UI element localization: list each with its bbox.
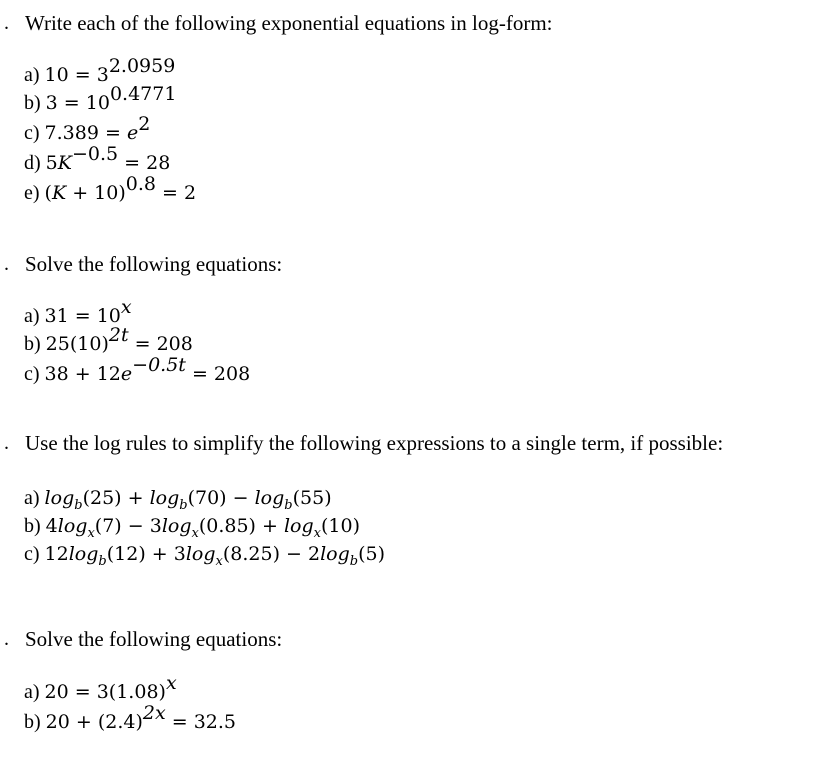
equation-variable: K [51,182,67,204]
item-label: c) [24,363,40,385]
equation-1c [24,113,151,145]
equation-4a [24,672,177,704]
equation-base: 10 = 3 [44,64,109,86]
equation-exponent: 2t [108,324,129,346]
section-4-heading: Solve the following equations: [25,627,283,651]
equation-base: 20 + (2.4) [45,711,143,733]
equation-exponent: 2 [138,113,151,135]
equation-1d [24,143,171,175]
equation-2c [24,354,251,386]
equation-base: 38 + 12 [44,363,121,385]
equation-variable: e [126,122,139,144]
item-label: a) [24,305,40,327]
item-label: b) [24,515,41,537]
section-1-bullet: . [4,12,9,34]
equation-base: ( [44,182,52,204]
equation-base: 31 = 10 [44,305,121,327]
item-label: a) [24,487,40,509]
equation-exponent: 0.4771 [109,83,177,105]
equation-base: 5 [45,152,58,174]
item-label: b) [24,711,41,733]
section-3-bullet: . [4,432,9,454]
section-2-heading: Solve the following equations: [25,252,283,276]
equation-rest: = 32.5 [165,711,237,733]
section-1-heading: Write each of the following exponential equations in log-form: [25,11,553,35]
equation-base: 3 = 10 [45,92,110,114]
equation-2b [24,324,193,356]
equation-rest: = 208 [185,363,251,385]
log-expression: $\log_b(25) + \log_b(70) - \log_b(55)$ [44,487,332,513]
equation-variable: K [57,152,72,174]
equation-rest: = 28 [118,152,171,174]
expression-3b [24,515,361,541]
log-expression: $4\log_x(7) - 3\log_x(0.85) + \log_x(10)$ [45,515,361,541]
equation-exponent: x [165,672,177,694]
item-label: b) [24,92,41,114]
item-label: a) [24,64,40,86]
equation-base: 7.389 = [44,122,127,144]
equation-base: 20 = 3(1.08) [44,681,166,703]
item-label: b) [24,333,41,355]
expression-3a [24,487,332,513]
item-label: c) [24,122,40,144]
item-label: c) [24,543,40,565]
equation-exponent: 0.8 [125,173,156,195]
expression-3c [24,543,386,569]
equation-1e [24,173,197,205]
section-4-bullet: . [4,628,9,650]
equation-exponent: 2.0959 [108,55,176,77]
equation-4b [24,702,237,734]
log-expression: $12\log_b(12) + 3\log_x(8.25) - 2\log_b(5)$ [44,543,386,569]
section-3-heading: Use the log rules to simplify the following expressions to a single term, if possible: [25,431,724,455]
section-2-bullet: . [4,253,9,275]
equation-exponent: 2x [142,702,166,724]
equation-variable: e [120,363,133,385]
item-label: a) [24,681,40,703]
equation-exponent: x [120,296,132,318]
equation-base: 25(10) [45,333,109,355]
equation-exponent: −0.5 [71,143,119,165]
equation-1b [24,83,177,115]
equation-rest: = 208 [128,333,193,355]
equation-exponent: −0.5t [132,354,186,376]
equation-middle: + 10) [66,182,126,204]
item-label: e) [24,182,40,204]
equation-rest: = 2 [155,182,197,204]
item-label: d) [24,152,41,174]
